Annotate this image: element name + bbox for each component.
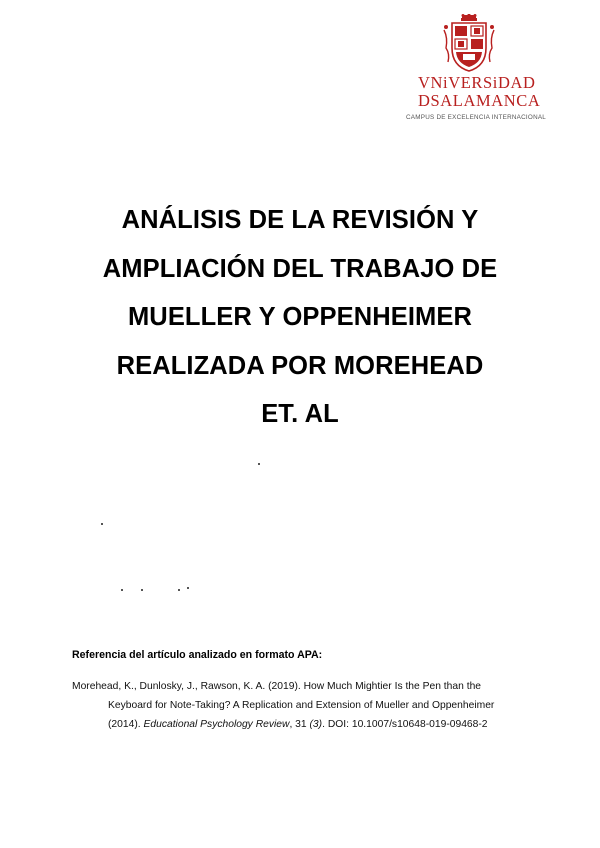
title-line-2: AMPLIACIÓN DEL TRABAJO DE <box>102 254 498 283</box>
title-line-3: MUELLER Y OPPENHEIMER <box>127 303 473 331</box>
reference-line-2: Keyboard for Note-Taking? A Replication and Extension of Mueller and Oppenheimer <box>108 700 495 711</box>
reference-volume: , 31 <box>289 719 310 730</box>
title-line-5: ET. AL <box>261 400 339 428</box>
reference-year: (2014). <box>108 719 144 730</box>
title-line-4: REALIZADA POR MOREHEAD <box>116 351 484 380</box>
reference-line-1: Morehead, K., Dunlosky, J., Rawson, K. A. (2019). How Much Mightier Is the Pen than the <box>72 681 482 692</box>
stray-mark <box>141 589 143 591</box>
stray-mark <box>121 589 123 591</box>
logo-tagline: CAMPUS DE EXCELENCIA INTERNACIONAL <box>406 114 547 121</box>
stray-mark <box>187 587 189 589</box>
reference-heading: Referencia del artículo analizado en formato APA: <box>72 649 323 661</box>
document-title <box>50 196 550 439</box>
university-crest-icon <box>442 14 496 72</box>
logo-wordmark-line1: VNiVERSiDAD <box>418 73 536 92</box>
stray-mark <box>178 589 180 591</box>
reference-issue: (3) <box>309 719 323 730</box>
reference-line-3 <box>108 719 488 730</box>
journal-name: Educational Psychology Review <box>143 719 290 730</box>
title-line-1: ANÁLISIS DE LA REVISIÓN Y <box>121 206 479 234</box>
logo-wordmark-line2: DSALAMANCA <box>418 91 541 110</box>
stray-mark <box>101 523 103 525</box>
university-logo <box>404 14 547 126</box>
stray-mark <box>258 463 260 465</box>
reference-doi: . DOI: 10.1007/s10648-019-09468-2 <box>322 719 488 730</box>
